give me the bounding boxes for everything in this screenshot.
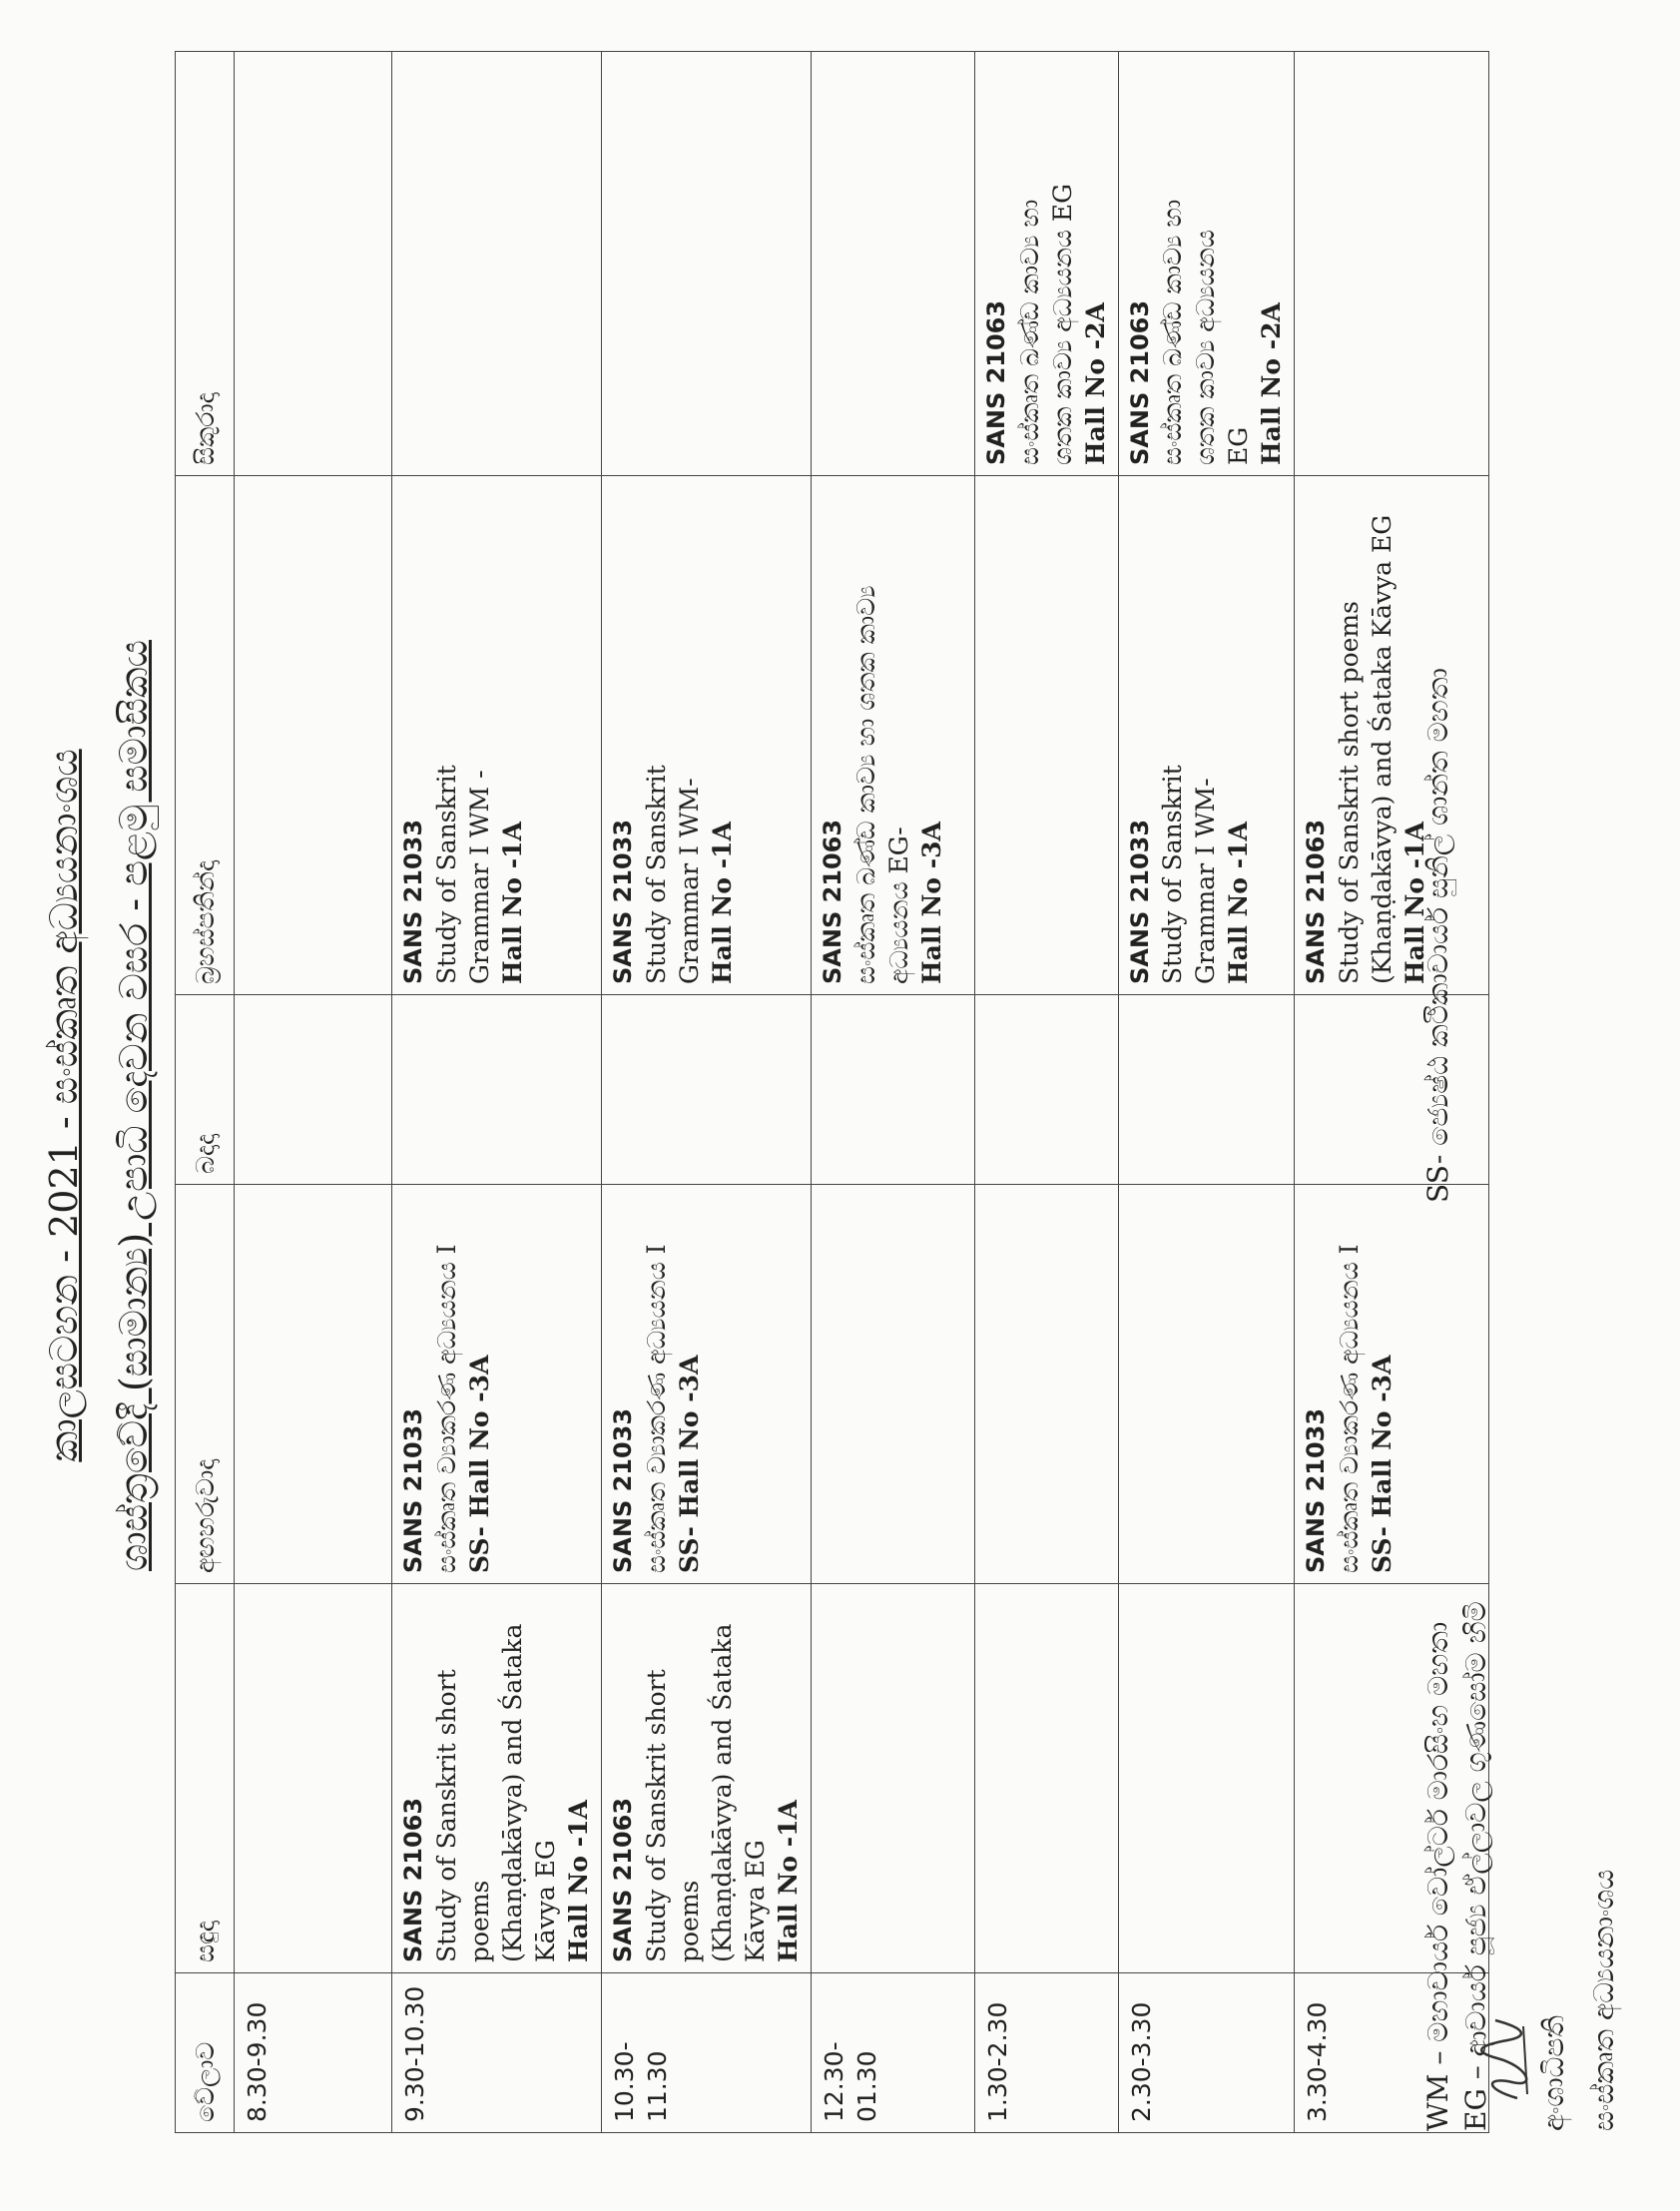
class-cell-friday xyxy=(812,52,975,476)
table-header-row xyxy=(176,52,235,2133)
course-code: SANS 21033 xyxy=(1125,819,1154,984)
class-cell-monday xyxy=(392,1584,602,1973)
timetable xyxy=(175,51,1489,2133)
hall-label: Hall No -1A xyxy=(1400,822,1430,984)
class-cell-tuesday xyxy=(1118,1185,1295,1584)
course-title-line: සංස්කෘත ව්‍යාකරණ අධ්‍යයනය I xyxy=(641,1244,671,1573)
class-cell-friday xyxy=(602,52,812,476)
table-row xyxy=(392,52,602,2133)
signature-image xyxy=(1477,2016,1537,2106)
course-title-line: Kāvya EG xyxy=(740,1840,770,1962)
class-cell-thursday xyxy=(602,476,812,995)
course-title-line: ශතක කාව්‍ය අධ්‍යයනය xyxy=(1191,230,1221,465)
class-cell-friday xyxy=(1295,52,1489,476)
timetable-title: කාලසටහන - 2021 - සංස්කෘත අධ්‍යයනාංශය xyxy=(42,749,86,1462)
class-cell-tuesday xyxy=(602,1185,812,1584)
table-row xyxy=(812,52,975,2133)
class-cell-tuesday xyxy=(235,1185,392,1584)
course-code: SANS 21033 xyxy=(609,1407,637,1573)
course-title-line: ශතක කාව්‍ය අධ්‍යයනය EG xyxy=(1047,183,1077,465)
course-code: SANS 21063 xyxy=(609,1797,637,1962)
course-title-line: සංස්කෘත ඛණ්ඩ කාව්‍ය හා xyxy=(1014,199,1044,465)
col-thursday: බ්‍රහස්පතින්දා xyxy=(176,476,235,995)
course-title-line: (Khaṇḍakāvya) and Śataka xyxy=(707,1623,737,1962)
course-title-line: සංස්කෘත ව්‍යාකරණ අධ්‍යයනය I xyxy=(431,1244,461,1573)
course-code: SANS 21063 xyxy=(982,299,1010,465)
head-title: අංශාධිපති xyxy=(1537,2014,1570,2131)
class-cell-tuesday xyxy=(1295,1185,1489,1584)
course-title-line: (Khaṇḍakāvya) and Śataka xyxy=(497,1623,527,1962)
class-cell-monday xyxy=(812,1584,975,1973)
course-title-line: Grammar I WM- xyxy=(1191,778,1221,984)
col-friday: සිකුරාදා xyxy=(176,52,235,476)
course-code: SANS 21033 xyxy=(399,1407,427,1573)
col-wednesday: බදාදා xyxy=(176,995,235,1185)
course-code: SANS 21063 xyxy=(1302,819,1331,984)
time-cell: 8.30-9.30 xyxy=(235,1973,392,2133)
class-cell-wednesday xyxy=(235,995,392,1185)
class-cell-wednesday xyxy=(1295,995,1489,1185)
class-cell-thursday xyxy=(1118,476,1295,995)
course-title-line: Study of Sanskrit xyxy=(641,765,671,984)
course-title-line: Kāvya EG xyxy=(530,1840,560,1962)
course-title-line: සංස්කෘත ඛණ්ඩ කාව්‍ය හා ශතක කාව්‍ය xyxy=(850,585,880,984)
class-cell-friday xyxy=(975,52,1119,476)
course-title-line: සංස්කෘත ව්‍යාකරණ අධ්‍යයනය I xyxy=(1335,1244,1365,1573)
time-cell: 10.30-11.30 xyxy=(602,1973,812,2133)
hall-label: Hall No -1A xyxy=(707,822,737,984)
footnote-wm: WM – මහාචාර්ය වෝල්ටර් මාරසිංහ මහතා xyxy=(1421,1621,1454,2131)
course-title-line: (Khaṇḍakāvya) and Śataka Kāvya EG xyxy=(1368,514,1398,984)
course-title-line: සංස්කෘත ඛණ්ඩ කාව්‍ය හා xyxy=(1158,199,1188,465)
department-name: සංස්කෘත අධ්‍යයනාංශය xyxy=(1587,1869,1620,2131)
time-cell: 3.30-4.30 xyxy=(1295,1973,1489,2133)
class-cell-friday xyxy=(1118,52,1295,476)
class-cell-thursday xyxy=(392,476,602,995)
course-title-line: Grammar I WM- xyxy=(674,778,704,984)
course-title-line: Study of Sanskrit short poems xyxy=(1335,601,1365,984)
course-code: SANS 21063 xyxy=(399,1797,427,1962)
hall-label: Hall No -1A xyxy=(773,1800,803,1962)
course-code: SANS 21033 xyxy=(1302,1407,1331,1573)
class-cell-tuesday xyxy=(975,1185,1119,1584)
class-cell-thursday xyxy=(812,476,975,995)
footnote-ss: SS- ජ්‍යෙෂ්ඨ කථිකාචාර්ය සුනිල් ශාන්ත මහතා xyxy=(1421,668,1454,1203)
hall-label: Hall No -1A xyxy=(563,1800,593,1962)
course-code: SANS 21033 xyxy=(399,819,427,984)
hall-label: Hall No -3A xyxy=(916,822,946,984)
hall-label: SS- Hall No -3A xyxy=(464,1355,494,1573)
course-title-line: Study of Sanskrit short poems xyxy=(641,1669,704,1962)
class-cell-monday xyxy=(975,1584,1119,1973)
class-cell-wednesday xyxy=(812,995,975,1185)
course-code: SANS 21063 xyxy=(1125,299,1154,465)
class-cell-wednesday xyxy=(1118,995,1295,1185)
footnote-eg: EG – ආචාර්ය පූජ්‍ය ඒල්ලාවල ගුණසෝම හිමි xyxy=(1459,1601,1492,2131)
class-cell-monday xyxy=(602,1584,812,1973)
table-row xyxy=(235,52,392,2133)
class-cell-thursday xyxy=(235,476,392,995)
course-title-line: Study of Sanskrit xyxy=(1158,765,1188,984)
table-row xyxy=(1118,52,1295,2133)
course-title-line: EG xyxy=(1224,426,1254,465)
class-cell-tuesday xyxy=(392,1185,602,1584)
table-row xyxy=(602,52,812,2133)
hall-label: SS- Hall No -3A xyxy=(1368,1355,1398,1573)
class-cell-thursday xyxy=(1295,476,1489,995)
time-cell: 2.30-3.30 xyxy=(1118,1973,1295,2133)
timetable-subtitle: ශාස්ත්‍රවේදී (සාමාන්‍ය) උපාධි දෙවන වසර - පළමු සමාසිකය xyxy=(112,640,156,1571)
course-title-line: Grammar I WM - xyxy=(464,770,494,984)
class-cell-wednesday xyxy=(975,995,1119,1185)
class-cell-wednesday xyxy=(392,995,602,1185)
course-title-line: Study of Sanskrit xyxy=(431,765,461,984)
hall-label: Hall No -2A xyxy=(1257,302,1287,465)
hall-label: Hall No -1A xyxy=(1224,822,1254,984)
time-cell: 9.30-10.30 xyxy=(392,1973,602,2133)
course-code: SANS 21033 xyxy=(609,819,637,984)
course-code: SANS 21063 xyxy=(819,819,846,984)
time-cell: 12.30-01.30 xyxy=(812,1973,975,2133)
class-cell-thursday xyxy=(975,476,1119,995)
class-cell-friday xyxy=(392,52,602,476)
hall-label: SS- Hall No -3A xyxy=(674,1355,704,1573)
col-time: වේලාව xyxy=(176,1973,235,2133)
col-monday: සඳුදා xyxy=(176,1584,235,1973)
class-cell-friday xyxy=(235,52,392,476)
class-cell-monday xyxy=(235,1584,392,1973)
table-row xyxy=(975,52,1119,2133)
hall-label: Hall No -2A xyxy=(1080,302,1110,465)
course-title-line: Study of Sanskrit short poems xyxy=(431,1669,494,1962)
time-cell: 1.30-2.30 xyxy=(975,1973,1119,2133)
course-title-line: අධ්‍යයනය EG- xyxy=(883,827,913,984)
class-cell-wednesday xyxy=(602,995,812,1185)
hall-label: Hall No -1A xyxy=(497,822,527,984)
col-tuesday: අඟහරුවාදා xyxy=(176,1185,235,1584)
class-cell-monday xyxy=(1118,1584,1295,1973)
class-cell-tuesday xyxy=(812,1185,975,1584)
